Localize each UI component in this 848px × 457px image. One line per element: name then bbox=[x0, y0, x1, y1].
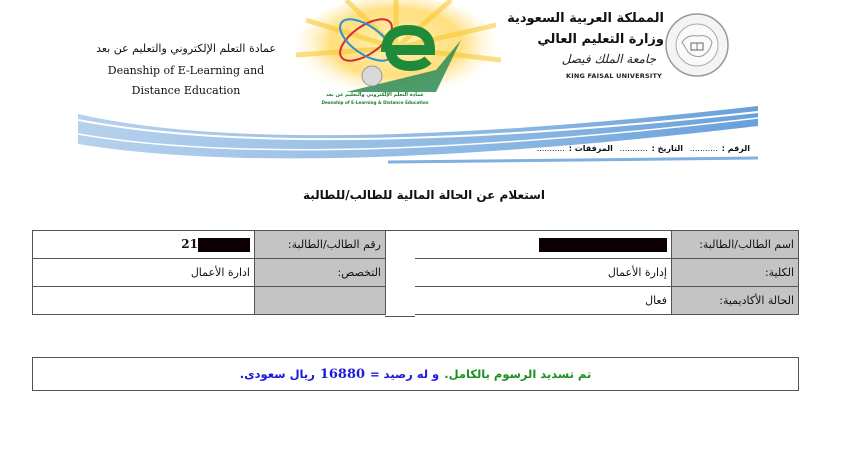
major-label: التخصص: bbox=[255, 259, 386, 287]
deanship-name-ar: عمادة التعلم الإلكتروني والتعليم عن بعد bbox=[96, 42, 276, 55]
deanship-name-en-line1: Deanship of E-Learning and bbox=[107, 64, 265, 77]
deanship-name-en-line2: Distance Education bbox=[131, 84, 241, 97]
academic-status-value: فعال bbox=[415, 287, 672, 315]
student-name-value bbox=[415, 231, 672, 259]
academic-status-label: الحالة الأكاديمية: bbox=[672, 287, 799, 315]
document-title: استعلام عن الحالة المالية للطالب/للطالبة bbox=[302, 188, 546, 202]
balance-prefix: و له رصيد = bbox=[370, 367, 440, 381]
date-value: ........... bbox=[619, 144, 648, 153]
university-seal-icon bbox=[664, 12, 730, 78]
header-swoosh-decoration bbox=[78, 100, 758, 164]
empty-value bbox=[33, 287, 255, 315]
elearning-logo-text-ar: عمادة التعلم الإلكتروني والتعليم عن بعد bbox=[326, 92, 424, 98]
attachments-label: المرفقات : bbox=[568, 144, 613, 153]
balance-amount: 16880 bbox=[319, 366, 366, 382]
university-name-en: KING FAISAL UNIVERSITY bbox=[565, 72, 662, 80]
empty-label bbox=[255, 287, 386, 315]
student-name-label: اسم الطالب/الطالبة: bbox=[672, 231, 799, 259]
table-row bbox=[33, 231, 386, 259]
attachments-value: ........... bbox=[536, 144, 565, 153]
major-value: ادارة الأعمال bbox=[33, 259, 255, 287]
table-row bbox=[415, 231, 799, 259]
fees-paid-text: تم تسديد الرسوم بالكامل. bbox=[444, 367, 592, 381]
ref-number-label: الرقم : bbox=[721, 144, 750, 153]
student-info-table-right bbox=[414, 230, 799, 315]
elearning-logo-text-en: Deanship of E-Learning & Distance Education bbox=[321, 100, 429, 105]
student-id-value bbox=[33, 231, 255, 259]
table-row bbox=[33, 259, 386, 287]
student-id-label: رقم الطالب/الطالبة: bbox=[255, 231, 386, 259]
table-row bbox=[415, 259, 799, 287]
table-row bbox=[415, 287, 799, 315]
college-label: الكلية: bbox=[672, 259, 799, 287]
ref-number-value: ........... bbox=[689, 144, 718, 153]
university-name-ar: جامعة الملك فيصل bbox=[561, 52, 656, 66]
student-info-table-left bbox=[32, 230, 386, 315]
student-id-prefix: 21 bbox=[181, 237, 198, 251]
kingdom-name: المملكة العربية السعودية bbox=[507, 11, 664, 26]
reference-line bbox=[533, 144, 750, 153]
table-spacer bbox=[385, 230, 415, 317]
date-label: التاريخ : bbox=[651, 144, 683, 153]
college-value: إدارة الأعمال bbox=[415, 259, 672, 287]
elearning-logo-icon bbox=[286, 0, 506, 116]
redaction-bar bbox=[539, 238, 667, 252]
financial-status-box bbox=[32, 357, 799, 391]
ministry-name: وزارة التعليم العالي bbox=[537, 32, 664, 47]
redaction-bar bbox=[198, 238, 250, 252]
balance-currency: ريال سعودى. bbox=[239, 367, 315, 381]
table-row bbox=[33, 287, 386, 315]
